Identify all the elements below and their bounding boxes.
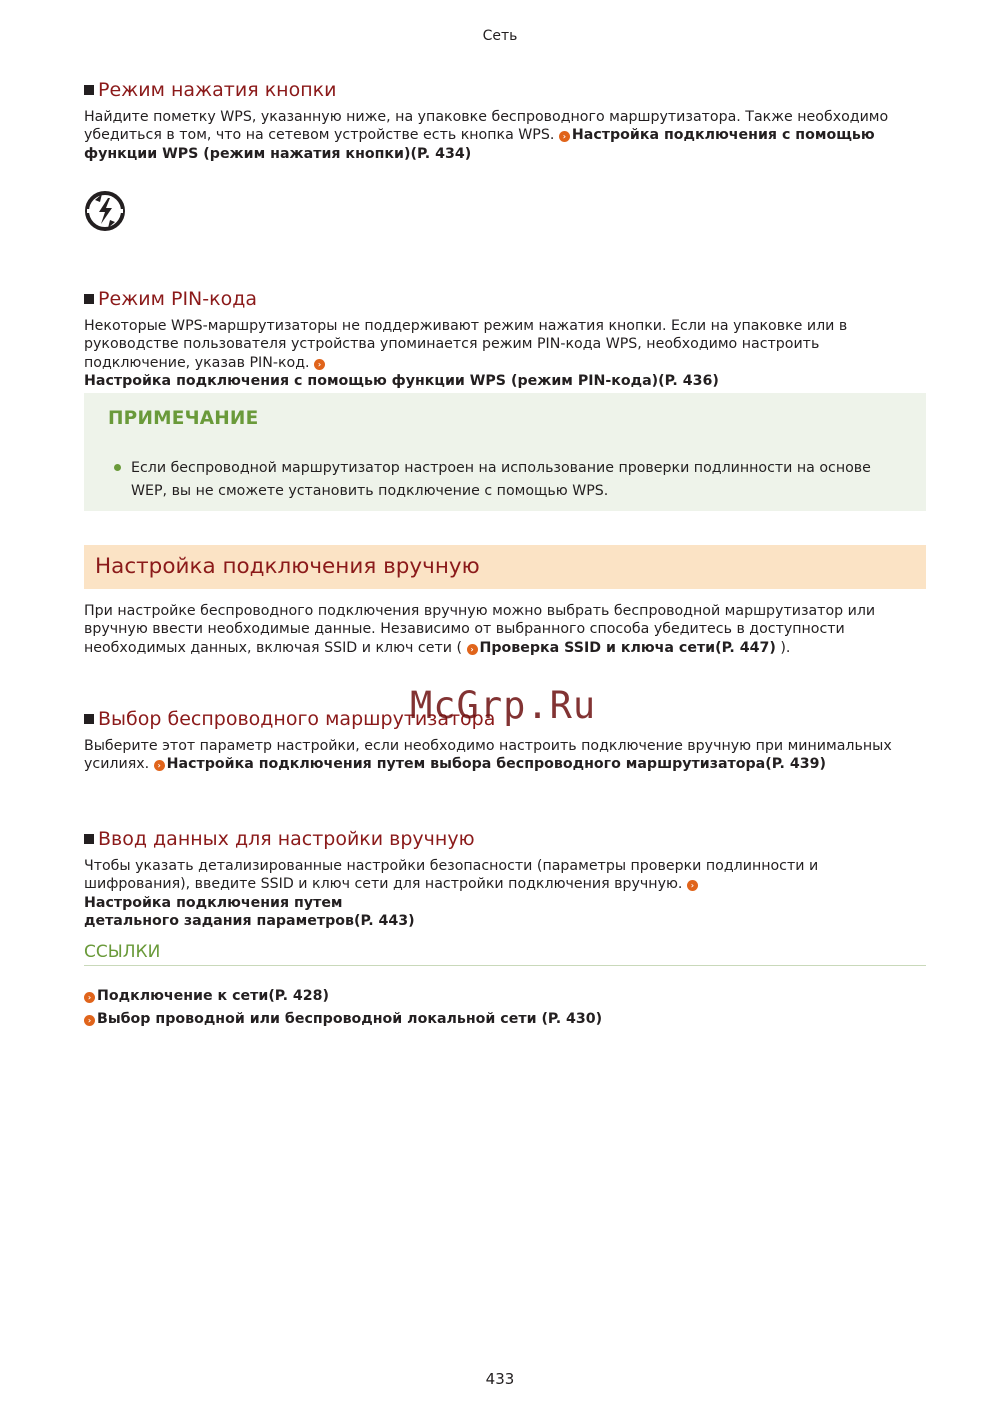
section-heading: Ввод данных для настройки вручную <box>84 827 926 851</box>
square-bullet-icon <box>84 294 94 304</box>
section-title-manual: Настройка подключения вручную <box>84 545 926 589</box>
square-bullet-icon <box>84 714 94 724</box>
section-manual-entry <box>84 827 926 931</box>
link-manual-entry-cont[interactable]: детального задания параметров(P. 443) <box>84 913 415 930</box>
link-arrow-icon: › <box>314 359 325 370</box>
section-heading: Режим PIN-кода <box>84 287 926 311</box>
link-select-router[interactable]: Настройка подключения путем выбора беспроводного маршрутизатора(P. 439) <box>166 756 826 773</box>
wps-logo-icon <box>84 190 126 236</box>
link-wps-push[interactable]: Настройка подключения с помощью <box>571 127 875 144</box>
link-arrow-icon: › <box>154 760 165 771</box>
paragraph: Некоторые WPS-маршрутизаторы не поддерживают режим нажатия кнопки. Если на упаковке или в руководстве пользователя устройства упоминается режим PIN-кода WPS, необходимо настроить подключение, указав PIN-код. ›Настройка подключения с помощью функции WPS (режим PIN-кода)(P. 436) <box>84 318 848 390</box>
section-manual-text <box>84 596 926 657</box>
paragraph: Найдите пометку WPS, указанную ниже, на упаковке беспроводного маршрутизатора. Также необходимо убедиться в том, что на сетевом устройстве есть кнопка WPS. › Настройка подключения с помощью функции WPS (режим нажатия кнопки)(P. 434) <box>84 109 889 162</box>
link-manual-entry[interactable]: Настройка подключения путем <box>84 894 343 911</box>
link-wps-push-cont[interactable]: функции WPS (режим нажатия кнопки)(P. 434) <box>84 145 472 162</box>
bullet-icon <box>114 464 121 471</box>
link-arrow-icon: › <box>84 992 95 1003</box>
reference-link[interactable]: › Выбор проводной или беспроводной локальной сети (P. 430) <box>84 1011 602 1027</box>
references-title: ССЫЛКИ <box>84 941 926 966</box>
paragraph: Чтобы указать детализированные настройки безопасности (параметры проверки подлинности и шифрования), введите SSID и ключ сети для настройки подключения вручную. ›Настройка подключения путем детального задания параметров(P. 443) <box>84 858 819 930</box>
link-ssid-key[interactable]: Проверка SSID и ключа сети(P. 447) <box>479 639 776 656</box>
link-arrow-icon: › <box>687 880 698 891</box>
section-pin <box>84 287 926 391</box>
note-item: Если беспроводной маршрутизатор настроен на использование проверки подлинности на основе WEP, вы не сможете установить подключение с помощью WPS. <box>131 460 871 499</box>
square-bullet-icon <box>84 834 94 844</box>
paragraph: При настройке беспроводного подключения вручную можно выбрать беспроводной маршрутизатор или вручную ввести необходимые данные. Независимо от выбранного способа убедитесь в доступности необходимых данных, включая SSID и ключ сети ( › Проверка SSID и ключа сети(P. 447) ). <box>84 603 876 656</box>
note-box <box>84 393 926 511</box>
link-arrow-icon: › <box>559 131 570 142</box>
link-arrow-icon: › <box>467 644 478 655</box>
link-wps-pin[interactable]: Настройка подключения с помощью функции WPS (режим PIN-кода)(P. 436) <box>84 373 719 390</box>
square-bullet-icon <box>84 85 94 95</box>
page-number: 433 <box>485 1370 515 1388</box>
paragraph: Выберите этот параметр настройки, если необходимо настроить подключение вручную при минимальных усилиях. › Настройка подключения путем выбора беспроводного маршрутизатора(P. 439) <box>84 738 892 773</box>
section-heading: Режим нажатия кнопки <box>84 78 926 102</box>
section-heading: Выбор беспроводного маршрутизатора <box>84 707 926 731</box>
watermark: McGrp.Ru <box>410 684 597 727</box>
section-push-button <box>84 78 926 163</box>
page-header: Сеть <box>482 28 518 44</box>
reference-link[interactable]: › Подключение к сети(P. 428) <box>84 988 329 1004</box>
link-arrow-icon: › <box>84 1015 95 1026</box>
note-title: ПРИМЕЧАНИЕ <box>108 408 259 429</box>
